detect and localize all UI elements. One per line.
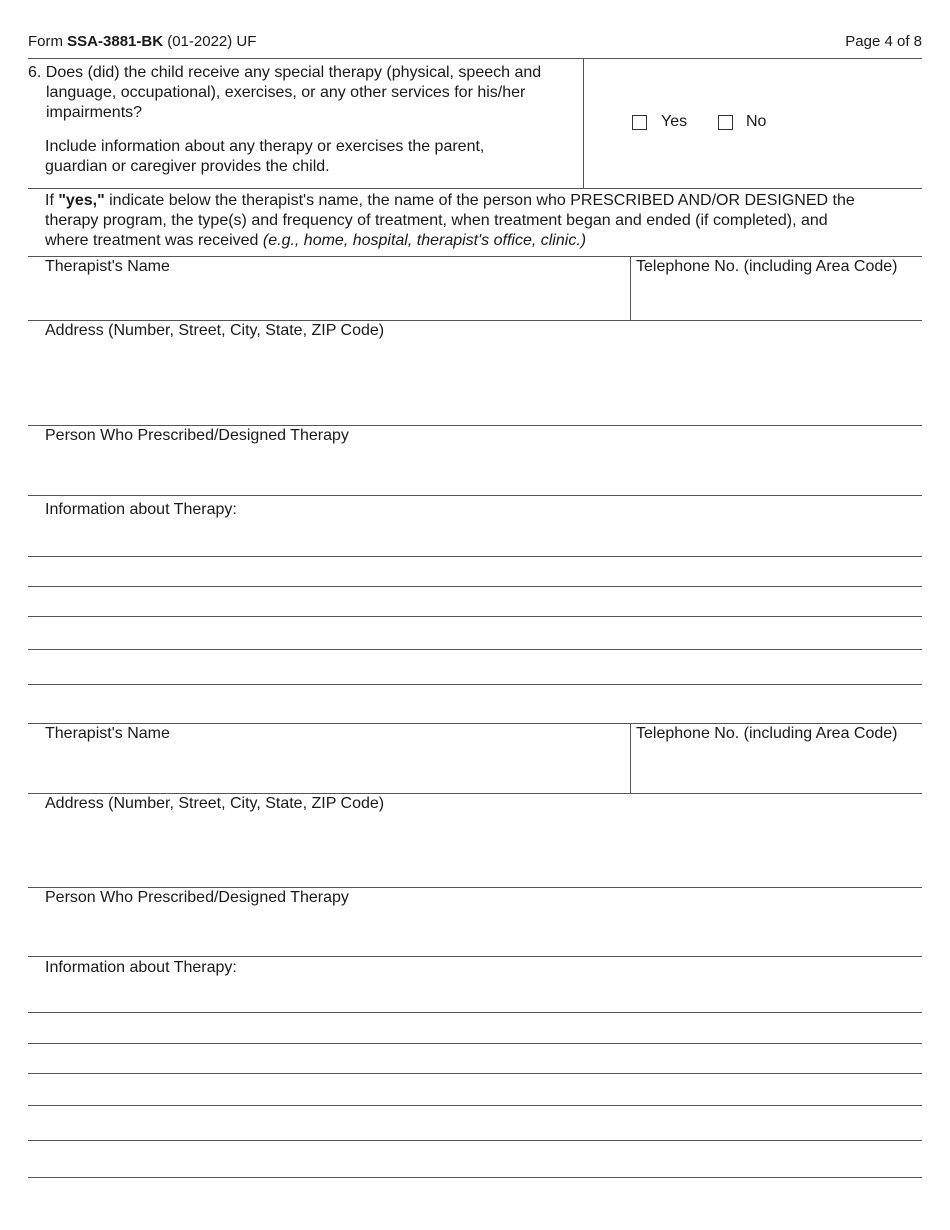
writing-line [28, 1012, 922, 1013]
writing-line [28, 1043, 922, 1044]
therapist-2-phone-label: Telephone No. (including Area Code) [636, 725, 898, 742]
instructions-line-3-plain: where treatment was received [45, 232, 259, 249]
question-6-note-line-2: guardian or caregiver provides the child. [45, 158, 330, 175]
writing-line [28, 684, 922, 685]
therapist-2-name-input[interactable] [40, 748, 625, 788]
therapist-2-address-input[interactable] [40, 818, 920, 882]
therapist-1-name-label: Therapist's Name [45, 258, 170, 275]
divider [28, 58, 922, 59]
writing-line [28, 1073, 922, 1074]
instructions-examples: (e.g., home, hospital, therapist's office, clinic.) [262, 232, 587, 249]
instructions-line-3 [45, 231, 586, 251]
therapist-1-info-input[interactable] [40, 522, 920, 554]
therapist-1-prescriber-input[interactable] [40, 450, 920, 490]
therapist-2-phone-input[interactable] [635, 748, 920, 788]
question-6-line-3: impairments? [46, 104, 143, 121]
question-6-note-line-1: Include information about any therapy or exercises the parent, [45, 138, 485, 155]
instructions-line-1 [45, 191, 855, 211]
therapist-1-name-input[interactable] [40, 280, 625, 316]
writing-line [28, 1177, 922, 1178]
writing-line [28, 586, 922, 587]
divider [583, 58, 584, 188]
therapist-2-prescriber-input[interactable] [40, 912, 920, 952]
therapist-1-prescriber-label: Person Who Prescribed/Designed Therapy [45, 427, 349, 444]
instructions-line-2: therapy program, the type(s) and frequency of treatment, when treatment began and ended (if completed), and [45, 212, 828, 229]
therapist-2-address-label: Address (Number, Street, City, State, ZIP Code) [45, 795, 385, 812]
writing-line [28, 1140, 922, 1141]
form-edition: (01-2022) UF [167, 33, 257, 50]
yes-label: Yes [661, 113, 688, 130]
divider [630, 723, 631, 793]
therapist-1-phone-input[interactable] [635, 280, 920, 316]
page-number: Page 4 of 8 [845, 33, 922, 50]
instructions-if: If [45, 192, 54, 209]
therapist-2-name-label: Therapist's Name [45, 725, 170, 742]
yes-checkbox[interactable] [632, 115, 647, 130]
therapist-1-phone-label: Telephone No. (including Area Code) [636, 258, 898, 275]
therapist-2-info-input[interactable] [40, 980, 920, 1010]
therapist-2-prescriber-label: Person Who Prescribed/Designed Therapy [45, 889, 349, 906]
question-6-line-1: 6. Does (did) the child receive any special therapy (physical, speech and [28, 64, 542, 81]
therapist-2-info-label: Information about Therapy: [45, 959, 237, 976]
form-number: SSA-3881-BK [67, 33, 164, 50]
divider [28, 956, 922, 957]
no-checkbox[interactable] [718, 115, 733, 130]
divider [630, 256, 631, 321]
divider [28, 188, 922, 189]
form-id [28, 32, 256, 52]
writing-line [28, 616, 922, 617]
therapist-1-info-label: Information about Therapy: [45, 501, 237, 518]
writing-line [28, 556, 922, 557]
writing-line [28, 649, 922, 650]
therapist-1-address-label: Address (Number, Street, City, State, ZIP Code) [45, 322, 385, 339]
therapist-1-address-input[interactable] [40, 345, 920, 420]
question-6-line-2: language, occupational), exercises, or any other services for his/her [46, 84, 526, 101]
writing-line [28, 1105, 922, 1106]
instructions-line-1-rest: indicate below the therapist's name, the name of the person who PRESCRIBED AND/OR DESIGNED the [109, 192, 855, 209]
divider [28, 495, 922, 496]
instructions-yes: "yes," [58, 192, 105, 209]
form-prefix: Form [28, 33, 63, 50]
no-label: No [746, 113, 767, 130]
